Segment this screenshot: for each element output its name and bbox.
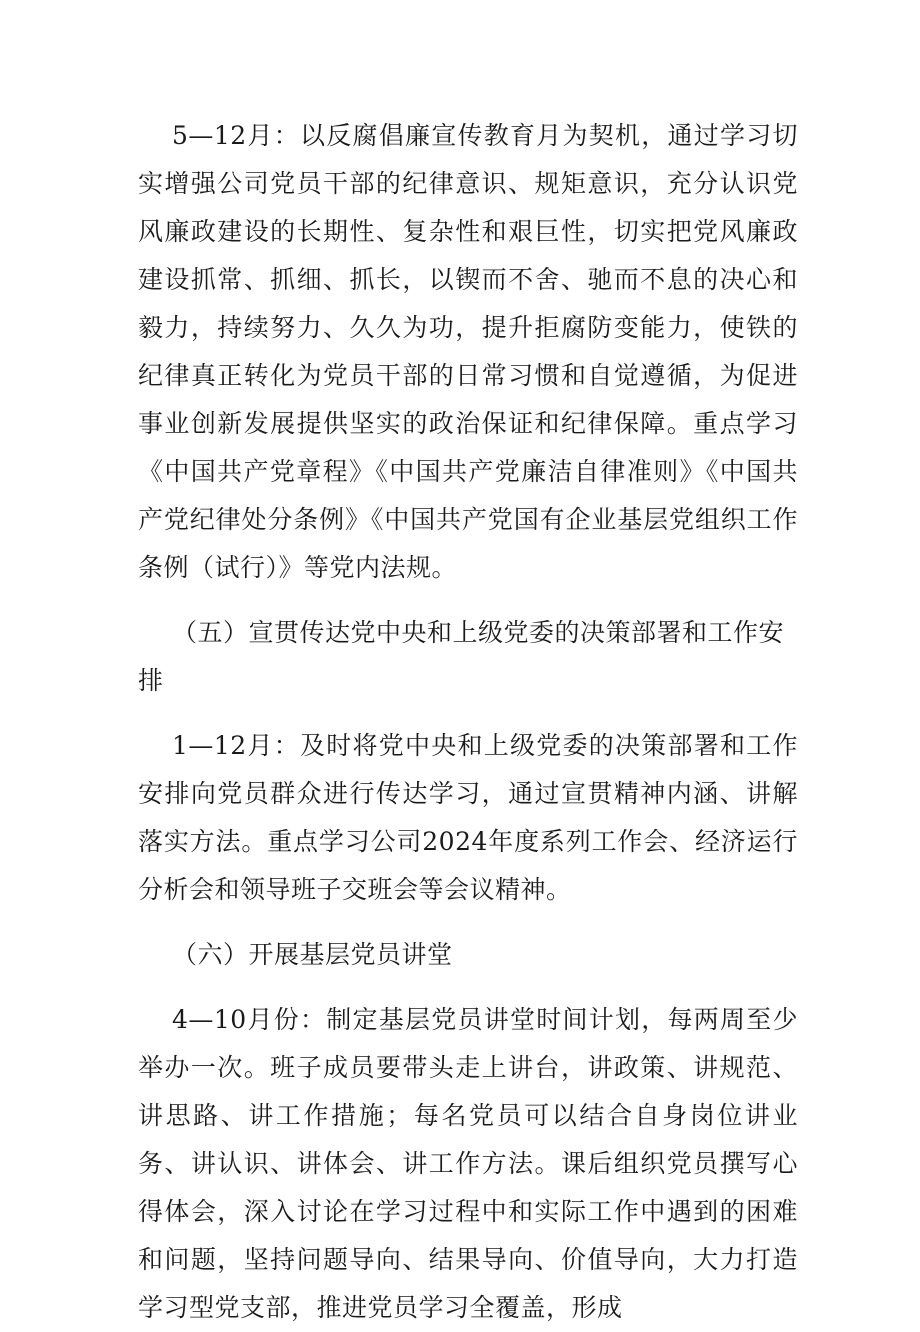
paragraph-spacer xyxy=(138,979,798,996)
paragraph-spacer xyxy=(138,592,798,609)
paragraph-spacer xyxy=(138,914,798,931)
paragraph-spacer xyxy=(138,705,798,722)
paragraph-party-lecture: 4—10月份：制定基层党员讲堂时间计划，每两周至少举办一次。班子成员要带头走上讲台，讲政策、讲规范、讲思路、讲工作措施；每名党员可以结合自身岗位讲业务、讲认识、讲体会、讲工作方法。课后组织党员撰写心得体会，深入讨论在学习过程中和实际工作中遇到的困难和问题，坚持问题导向、结果导向、价值导向，大力打造学习型党支部，推进党员学习全覆盖，形成 xyxy=(138,1005,798,1322)
section-heading-six: （六）开展基层党员讲堂 xyxy=(172,940,453,969)
paragraph-policy-communication: 1—12月：及时将党中央和上级党委的决策部署和工作安排向党员群众进行传达学习，通过宣贯精神内涵、讲解落实方法。重点学习公司2024年度系列工作会、经济运行分析会和领导班子交班会等会议精神。 xyxy=(138,731,798,904)
section-heading-five: （五）宣贯传达党中央和上级党委的决策部署和工作安排 xyxy=(138,618,785,695)
document-body xyxy=(138,112,798,1332)
paragraph-anti-corruption-study: 5—12月：以反腐倡廉宣传教育月为契机，通过学习切实增强公司党员干部的纪律意识、规矩意识，充分认识党风廉政建设的长期性、复杂性和艰巨性，切实把党风廉政建设抓常、抓细、抓长，以锲而不舍、驰而不息的决心和毅力，持续努力、久久为功，提升拒腐防变能力，使铁的纪律真正转化为党员干部的日常习惯和自觉遵循，为促进事业创新发展提供坚实的政治保证和纪律保障。重点学习《中国共产党章程》《中国共产党廉洁自律准则》《中国共产党纪律处分条例》《中国共产党国有企业基层党组织工作条例（试行）》等党内法规。 xyxy=(138,121,798,582)
